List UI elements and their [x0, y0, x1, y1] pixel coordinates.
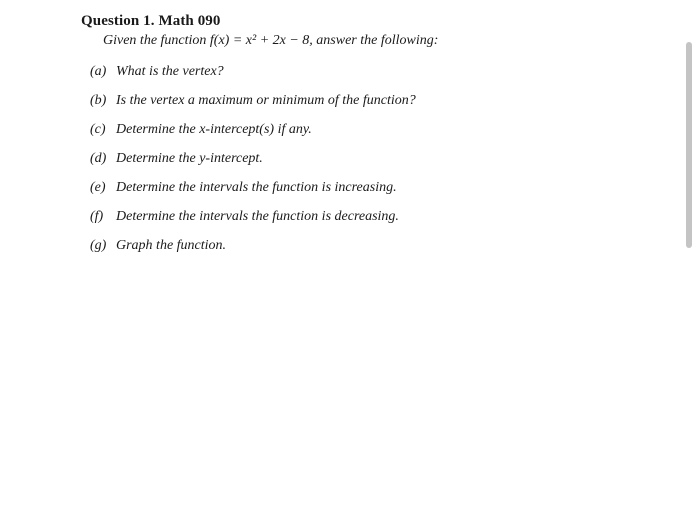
- question-part-d: [90, 151, 416, 180]
- part-text: Determine the x-intercept(s) if any.: [116, 122, 312, 137]
- part-label: (e): [90, 180, 106, 195]
- part-label: (a): [90, 64, 107, 79]
- question-part-c: [90, 122, 416, 151]
- part-text: What is the vertex?: [116, 64, 224, 79]
- part-text: Determine the intervals the function is decreasing.: [116, 209, 399, 224]
- scrollbar-thumb[interactable]: [686, 42, 692, 248]
- question-part-b: [90, 93, 416, 122]
- part-label: (c): [90, 122, 106, 137]
- question-part-f: [90, 209, 416, 238]
- part-label: (f): [90, 209, 104, 224]
- part-label: (b): [90, 93, 107, 108]
- vertical-scrollbar[interactable]: [686, 42, 694, 252]
- part-text: Graph the function.: [116, 238, 227, 253]
- question-part-a: [90, 64, 416, 93]
- part-text: Determine the intervals the function is increasing.: [116, 180, 397, 195]
- question-part-e: [90, 180, 416, 209]
- question-title: Question 1. Math 090: [81, 13, 221, 29]
- question-part-g: [90, 238, 416, 267]
- question-parts-list: [90, 64, 416, 267]
- part-label: (d): [90, 151, 107, 166]
- part-label: (g): [90, 238, 107, 253]
- part-text: Is the vertex a maximum or minimum of the function?: [116, 93, 416, 108]
- question-intro: Given the function f(x) = x² + 2x − 8, answer the following:: [103, 33, 439, 48]
- part-text: Determine the y-intercept.: [116, 151, 263, 166]
